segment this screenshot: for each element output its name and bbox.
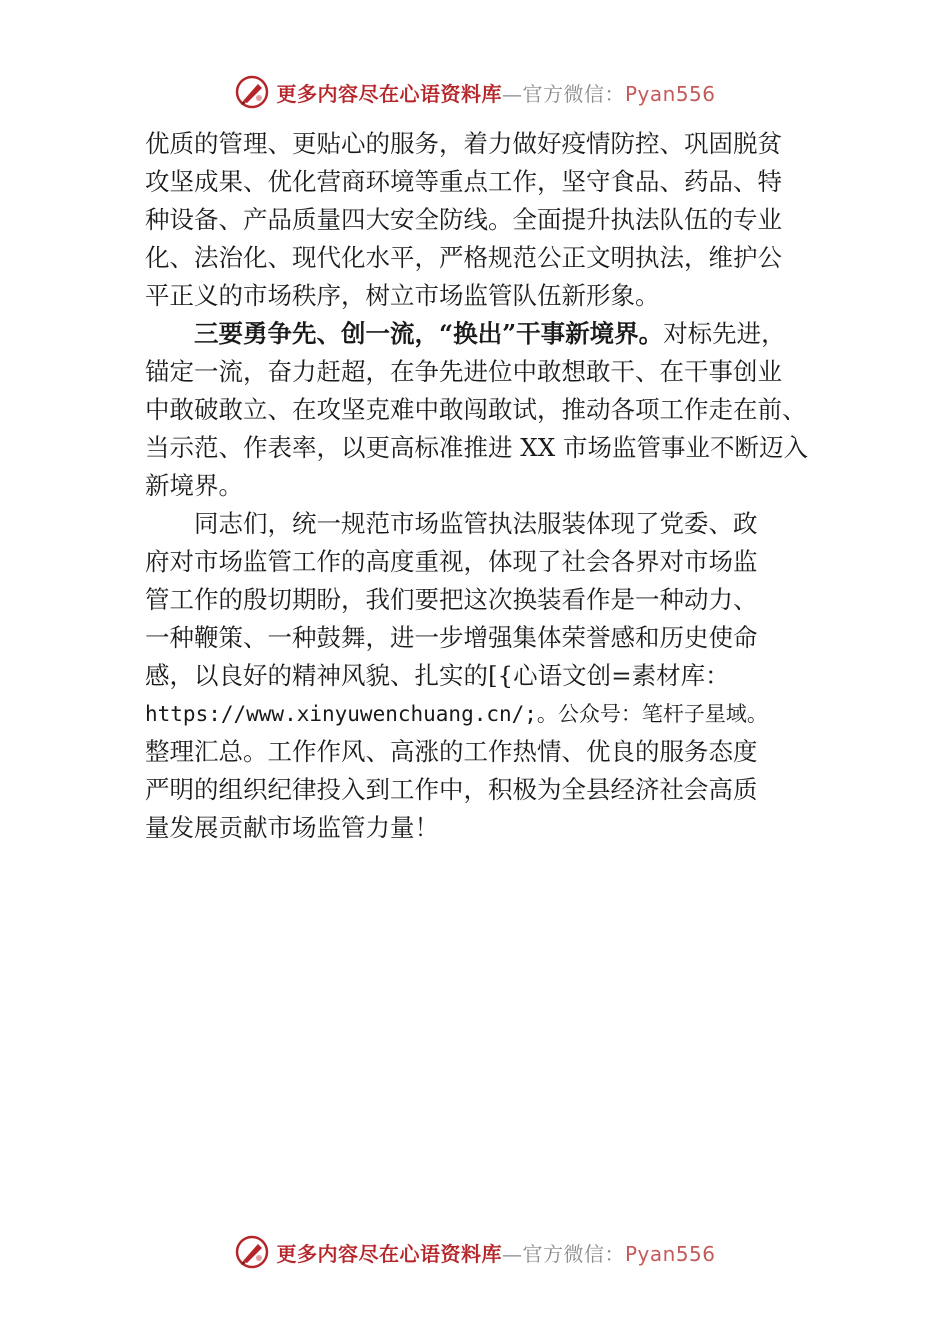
pen-logo-icon xyxy=(234,74,270,110)
pen-logo-icon xyxy=(234,1234,270,1270)
text-line: 严明的组织纪律投入到工作中，积极为全县经济社会高质 xyxy=(145,775,758,804)
text-line: 感，以良好的精神风貌、扎实的[{心语文创=素材库： xyxy=(145,661,730,690)
text-line: 量发展贡献市场监管力量！ xyxy=(145,813,439,842)
header-watermark xyxy=(0,70,950,114)
banner-wechat-label: —官方微信： xyxy=(501,81,625,106)
document-body xyxy=(145,125,815,847)
url-line: https://www.xinyuwenchuang.cn/;。公众号：笔杆子星域。 xyxy=(145,702,768,726)
footer-watermark xyxy=(0,1230,950,1274)
banner-title: 更多内容尽在心语资料库 xyxy=(276,1241,502,1266)
text-line: 管工作的殷切期盼，我们要把这次换装看作是一种动力、 xyxy=(145,585,758,614)
banner-wechat-id: Pyan556 xyxy=(624,81,716,106)
text-line: 化、法治化、现代化水平，严格规范公正文明执法，维护公 xyxy=(145,243,782,272)
banner-title: 更多内容尽在心语资料库 xyxy=(276,81,502,106)
text-line: 同志们，统一规范市场监管执法服装体现了党委、政 xyxy=(194,509,758,538)
text-line xyxy=(145,315,815,353)
banner-wechat-id: Pyan556 xyxy=(624,1241,716,1266)
text-line: 整理汇总。工作作风、高涨的工作热情、优良的服务态度 xyxy=(145,737,758,766)
banner-wechat-label: —官方微信： xyxy=(501,1241,625,1266)
text-line: 中敢破敢立、在攻坚克难中敢闯敢试，推动各项工作走在前、 xyxy=(145,395,807,424)
text-line: 平正义的市场秩序，树立市场监管队伍新形象。 xyxy=(145,281,660,310)
text-line: 一种鞭策、一种鼓舞，进一步增强集体荣誉感和历史使命 xyxy=(145,623,758,652)
text-line: 优质的管理、更贴心的服务，着力做好疫情防控、巩固脱贫 xyxy=(145,129,782,158)
text-line: 种设备、产品质量四大安全防线。全面提升执法队伍的专业 xyxy=(145,205,782,234)
text-line: 新境界。 xyxy=(145,471,243,500)
text-line: 攻坚成果、优化营商环境等重点工作，坚守食品、药品、特 xyxy=(145,167,782,196)
section-heading: 三要勇争先、创一流，“换出”干事新境界。 xyxy=(194,319,664,348)
text-line: 当示范、作表率，以更高标准推进 XX 市场监管事业不断迈入 xyxy=(145,433,808,462)
text-line: 府对市场监管工作的高度重视，体现了社会各界对市场监 xyxy=(145,547,758,576)
text-line: 锚定一流，奋力赶超，在争先进位中敢想敢干、在干事创业 xyxy=(145,357,782,386)
text-span: 对标先进， xyxy=(663,319,786,348)
